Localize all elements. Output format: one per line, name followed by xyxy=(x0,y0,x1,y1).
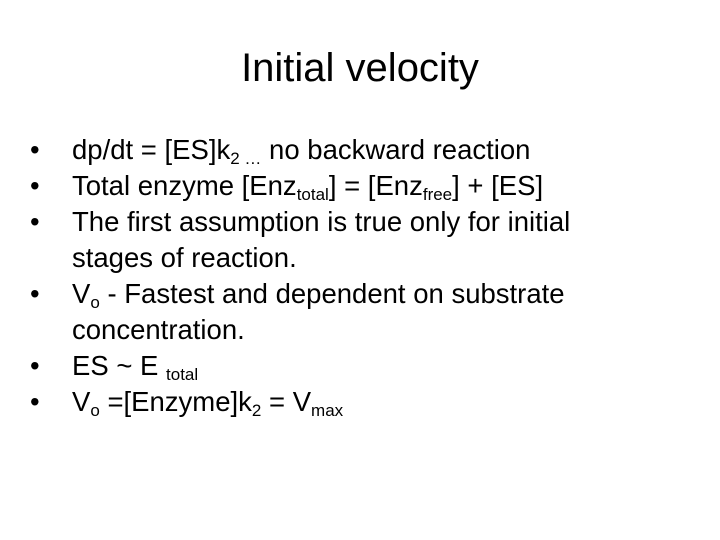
bullet-icon: • xyxy=(30,134,40,165)
bullet-icon: • xyxy=(30,206,40,237)
bullet-line: $V_o$ $=[Enzyme]k_2 = V_{max}$ xyxy=(72,386,344,420)
bullet-icon: • xyxy=(30,386,40,417)
bullet-line: ES ~ E $_{total}$ xyxy=(72,350,199,384)
bullet-icon: • xyxy=(30,170,40,201)
bullet-line: $dp/dt = [ES]k_{2 \dots}$ no backward reaction xyxy=(72,134,531,168)
bullet-rate-equation xyxy=(30,132,670,168)
bullet-line-continued: stages of reaction. xyxy=(72,242,297,273)
bullet-v0-fastest xyxy=(30,276,670,348)
bullet-es-approx xyxy=(30,348,670,384)
bullet-line: Total enzyme [Enz$_{total}$] = [Enz$_{free}$] + [ES] xyxy=(72,170,544,204)
slide-title: Initial velocity xyxy=(241,46,479,90)
bullet-vmax xyxy=(30,384,670,420)
bullet-line: $V_o$ - Fastest and dependent on substrate xyxy=(72,278,565,312)
bullet-line: The first assumption is true only for initial xyxy=(72,206,571,237)
bullet-icon: • xyxy=(30,350,40,381)
bullet-total-enzyme xyxy=(30,168,670,204)
bullet-icon: • xyxy=(30,278,40,309)
bullet-first-assumption xyxy=(30,204,670,276)
bullet-line-continued: concentration. xyxy=(72,314,245,345)
bullet-list xyxy=(30,132,670,420)
